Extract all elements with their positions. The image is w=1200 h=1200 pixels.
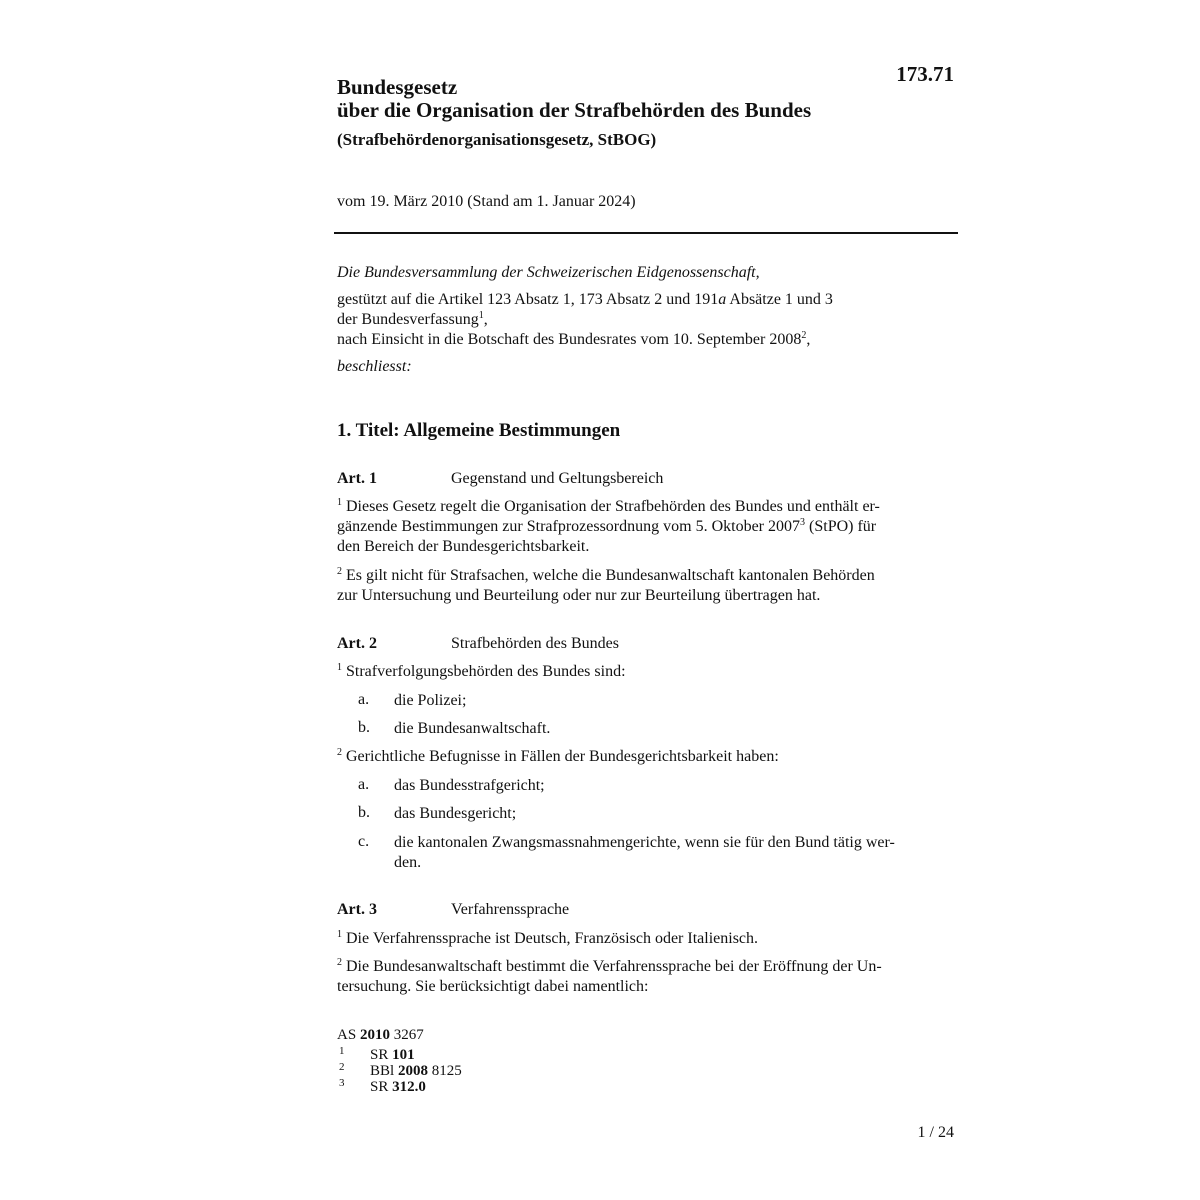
art1-label: Art. 1: [337, 470, 377, 487]
art3-paragraph-2: [337, 957, 955, 997]
footnote-ref-1[interactable]: 1: [478, 310, 484, 321]
paragraph-text: zur Untersuchung und Beurteilung oder nur zur Beurteilung übertragen hat.: [337, 587, 821, 604]
footnote-bold: 101: [392, 1047, 415, 1063]
list-item: das Bundesstrafgericht;: [394, 777, 545, 794]
art1-paragraph-2: [337, 566, 955, 606]
art1-paragraph-1: [337, 497, 955, 557]
preamble-constitution-text: der Bundesverfassung: [337, 311, 479, 328]
law-title: Bundesgesetz: [337, 75, 458, 99]
sr-number: 173.71: [896, 62, 954, 86]
preamble-basis: [337, 290, 833, 310]
law-subtitle: über die Organisation der Strafbehörden des Bundes: [337, 98, 812, 122]
preamble-basis-text-end: Absätze 1 und 3: [726, 291, 833, 308]
as-page: 3267: [389, 1027, 424, 1043]
preamble-decides: beschliesst:: [337, 358, 412, 375]
footnote-bold: 2008: [397, 1063, 428, 1079]
preamble-message-end: ,: [806, 331, 811, 348]
paragraph-text: Die Verfahrenssprache ist Deutsch, Französisch oder Italienisch.: [342, 930, 759, 947]
footnote-ref-3[interactable]: 3: [800, 517, 806, 528]
preamble-message: [337, 330, 810, 350]
preamble-message-text: nach Einsicht in die Botschaft des Bundesrates vom 10. September 2008: [337, 331, 802, 348]
footnote-2: [370, 1063, 462, 1080]
section-heading: 1. Titel: Allgemeine Bestimmungen: [337, 420, 621, 441]
law-date: vom 19. März 2010 (Stand am 1. Januar 2024): [337, 193, 636, 210]
art1-title: Gegenstand und Geltungsbereich: [451, 470, 664, 487]
paragraph-text: den Bereich der Bundesgerichtsbarkeit.: [337, 538, 590, 555]
preamble-constitution: [337, 310, 488, 330]
as-year: 2010: [359, 1027, 390, 1043]
paragraph-text: tersuchung. Sie berücksichtigt dabei namentlich:: [337, 978, 649, 995]
paragraph-text: Dieses Gesetz regelt die Organisation der Strafbehörden des Bundes und enthält er-: [342, 498, 880, 515]
preamble-basis-italic: a: [718, 291, 727, 308]
footnote-prefix: SR: [370, 1079, 393, 1095]
preamble-basis-text: gestützt auf die Artikel 123 Absatz 1, 173 Absatz 2 und 191: [337, 291, 719, 308]
list-item-letter: b.: [358, 804, 370, 821]
art3-title: Verfahrenssprache: [451, 901, 570, 918]
paragraph-text: Gerichtliche Befugnisse in Fällen der Bundesgerichtsbarkeit haben:: [342, 748, 779, 765]
list-item-text: den.: [394, 854, 422, 871]
art3-paragraph-1: [337, 929, 955, 949]
art2-paragraph-1: [337, 662, 955, 682]
footnote-ref-2[interactable]: 2: [801, 330, 807, 341]
official-compilation-ref: [337, 1027, 424, 1044]
footnote-number: 3: [339, 1077, 345, 1089]
footnote-number: 2: [339, 1061, 345, 1073]
as-prefix: AS: [337, 1027, 360, 1043]
list-item-letter: a.: [358, 776, 370, 793]
art2-paragraph-2: [337, 747, 955, 767]
title-divider: [334, 232, 958, 234]
paragraph-number: 1: [337, 662, 342, 673]
law-short-title: (Strafbehördenorganisationsgesetz, StBOG): [337, 130, 657, 149]
paragraph-number: 2: [337, 566, 342, 577]
paragraph-number: 2: [337, 957, 342, 968]
paragraph-text: Die Bundesanwaltschaft bestimmt die Verfahrenssprache bei der Eröffnung der Un-: [342, 958, 882, 975]
paragraph-text: (StPO) für: [805, 518, 877, 535]
list-item-letter: a.: [358, 691, 370, 708]
art2-title: Strafbehörden des Bundes: [451, 635, 619, 652]
preamble-enacting-body: Die Bundesversammlung der Schweizerischen Eidgenossenschaft,: [337, 264, 760, 281]
paragraph-number: 1: [337, 929, 342, 940]
paragraph-number: 1: [337, 497, 342, 508]
art3-label: Art. 3: [337, 901, 377, 918]
list-item: das Bundesgericht;: [394, 805, 517, 822]
footnote-suffix: 8125: [427, 1063, 462, 1079]
list-item: die Polizei;: [394, 692, 467, 709]
paragraph-text: Strafverfolgungsbehörden des Bundes sind:: [342, 663, 626, 680]
paragraph-text: Es gilt nicht für Strafsachen, welche die Bundesanwaltschaft kantonalen Behörden: [342, 567, 875, 584]
list-item: [394, 833, 955, 873]
list-item-text: die kantonalen Zwangsmassnahmengerichte, wenn sie für den Bund tätig wer-: [394, 834, 895, 851]
paragraph-text: gänzende Bestimmungen zur Strafprozessordnung vom 5. Oktober 2007: [337, 518, 801, 535]
list-item: die Bundesanwaltschaft.: [394, 720, 551, 737]
list-item-letter: b.: [358, 719, 370, 736]
footnote-prefix: BBl: [370, 1063, 398, 1079]
footnote-1: [370, 1047, 415, 1064]
preamble-constitution-end: ,: [483, 311, 488, 328]
list-item-letter: c.: [358, 833, 370, 850]
footnote-bold: 312.0: [392, 1079, 426, 1095]
footnote-3: [370, 1079, 426, 1096]
paragraph-number: 2: [337, 747, 342, 758]
art2-label: Art. 2: [337, 635, 377, 652]
footnote-prefix: SR: [370, 1047, 393, 1063]
page-number: 1 / 24: [917, 1124, 954, 1141]
footnote-number: 1: [339, 1045, 345, 1057]
